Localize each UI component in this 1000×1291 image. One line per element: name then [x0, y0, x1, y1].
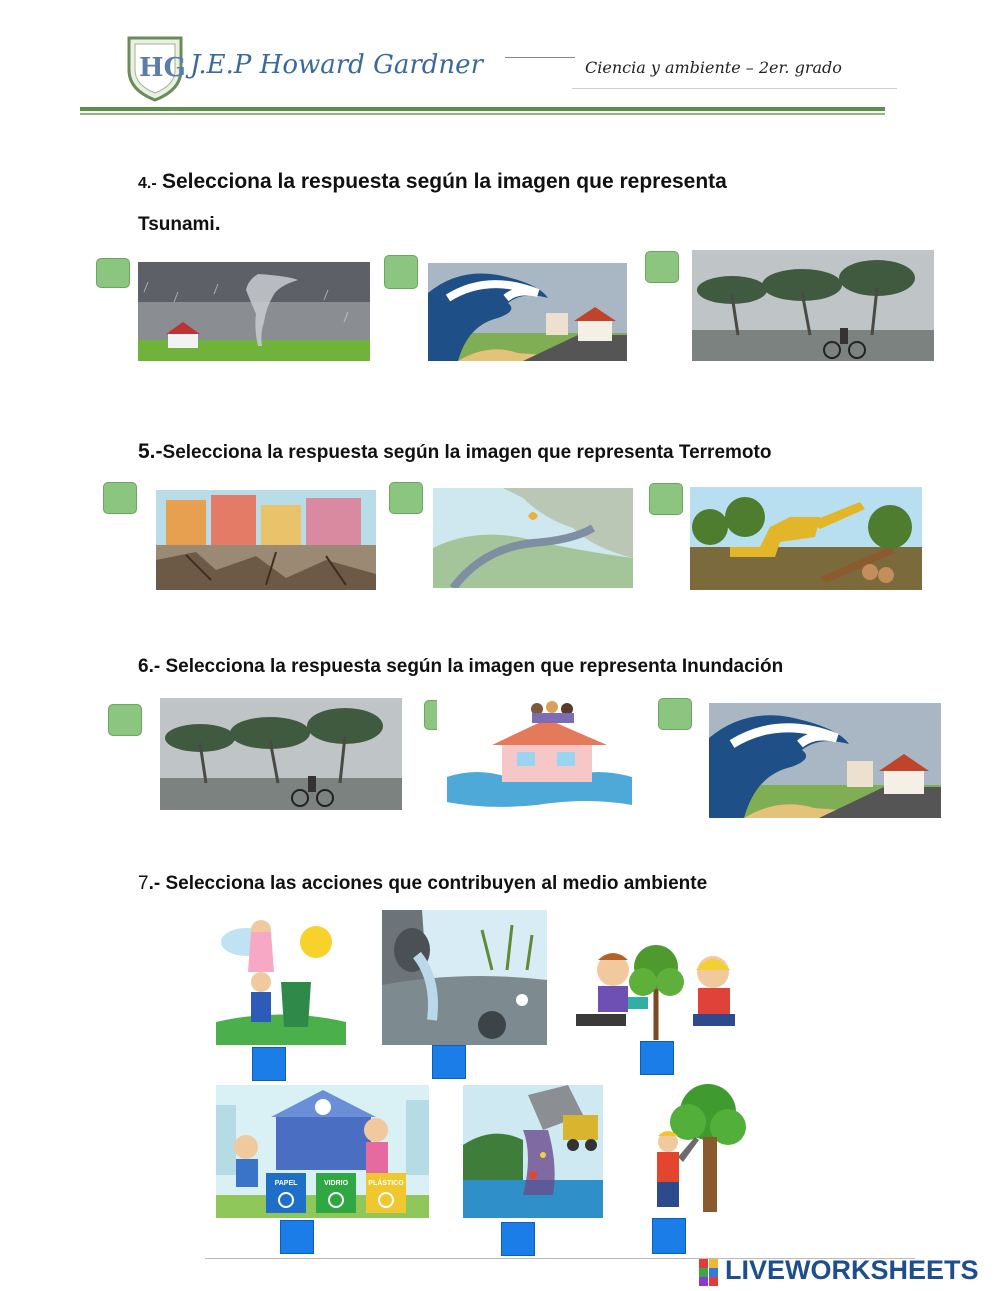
question-5-text: 5.-Selecciona la respuesta según la imagen que representa Terremoto: [138, 440, 772, 463]
answer-box-q7-3[interactable]: [640, 1041, 674, 1075]
question-6-text: 6.- Selecciona la respuesta según la imagen que representa Inundación: [138, 656, 784, 677]
image-tsunami-wave: [428, 263, 627, 361]
school-logo: [125, 32, 185, 102]
subject-grade: Ciencia y ambiente – 2er. grado: [585, 58, 842, 77]
header-rule: [80, 107, 885, 111]
header-rule-short: [505, 57, 575, 58]
question-7-text: 7.- Selecciona las acciones que contribuyen al medio ambiente: [138, 873, 708, 894]
answer-box-q7-2[interactable]: [432, 1045, 466, 1079]
image-earthquake-city: [156, 490, 376, 590]
answer-box-q5-1[interactable]: [103, 482, 137, 514]
image-landslide: [433, 488, 633, 588]
image-recycling-bins: [216, 1085, 429, 1218]
svg-text:VIDRIO: VIDRIO: [323, 1180, 349, 1187]
answer-box-q5-3[interactable]: [649, 483, 683, 515]
svg-text:PAPEL: PAPEL: [274, 1180, 298, 1187]
image-girl-recycling: [216, 912, 346, 1045]
svg-text:HG: HG: [139, 53, 185, 83]
image-kids-planting: [568, 942, 750, 1040]
image-storm-wind: [692, 250, 934, 361]
answer-box-q4-1[interactable]: [96, 258, 130, 288]
svg-text:PLÁSTICO: PLÁSTICO: [368, 1180, 404, 1187]
answer-box-q6-3[interactable]: [658, 698, 692, 730]
liveworksheets-logo[interactable]: LIVEWORKSHEETS: [725, 1255, 979, 1285]
header-rule-light: [80, 113, 885, 115]
header-rule-thin: [572, 88, 897, 89]
answer-box-q4-2[interactable]: [384, 255, 418, 289]
image-deforestation: [690, 487, 922, 590]
answer-box-q7-4[interactable]: [280, 1220, 314, 1254]
image-tornado: [138, 262, 370, 361]
image-flooded-house: [437, 697, 642, 810]
school-name: J.E.P Howard Gardner: [190, 50, 483, 80]
answer-box-q5-2[interactable]: [389, 482, 423, 514]
answer-box-q4-3[interactable]: [645, 251, 679, 283]
liveworksheets-badge: [699, 1259, 719, 1286]
image-cutting-tree: [633, 1082, 748, 1214]
question-4-text: 4.- Selecciona la respuesta según la imagen que representa Tsunami.: [138, 170, 727, 235]
image-garbage-truck: [463, 1085, 603, 1218]
image-storm-wind-2: [160, 698, 402, 810]
answer-box-q7-5[interactable]: [501, 1222, 535, 1256]
answer-box-q7-1[interactable]: [252, 1047, 286, 1081]
answer-box-q7-6[interactable]: [652, 1218, 686, 1254]
image-polluted-water: [382, 910, 547, 1045]
answer-box-q6-1[interactable]: [108, 704, 142, 736]
image-tsunami-wave-2: [709, 703, 941, 818]
